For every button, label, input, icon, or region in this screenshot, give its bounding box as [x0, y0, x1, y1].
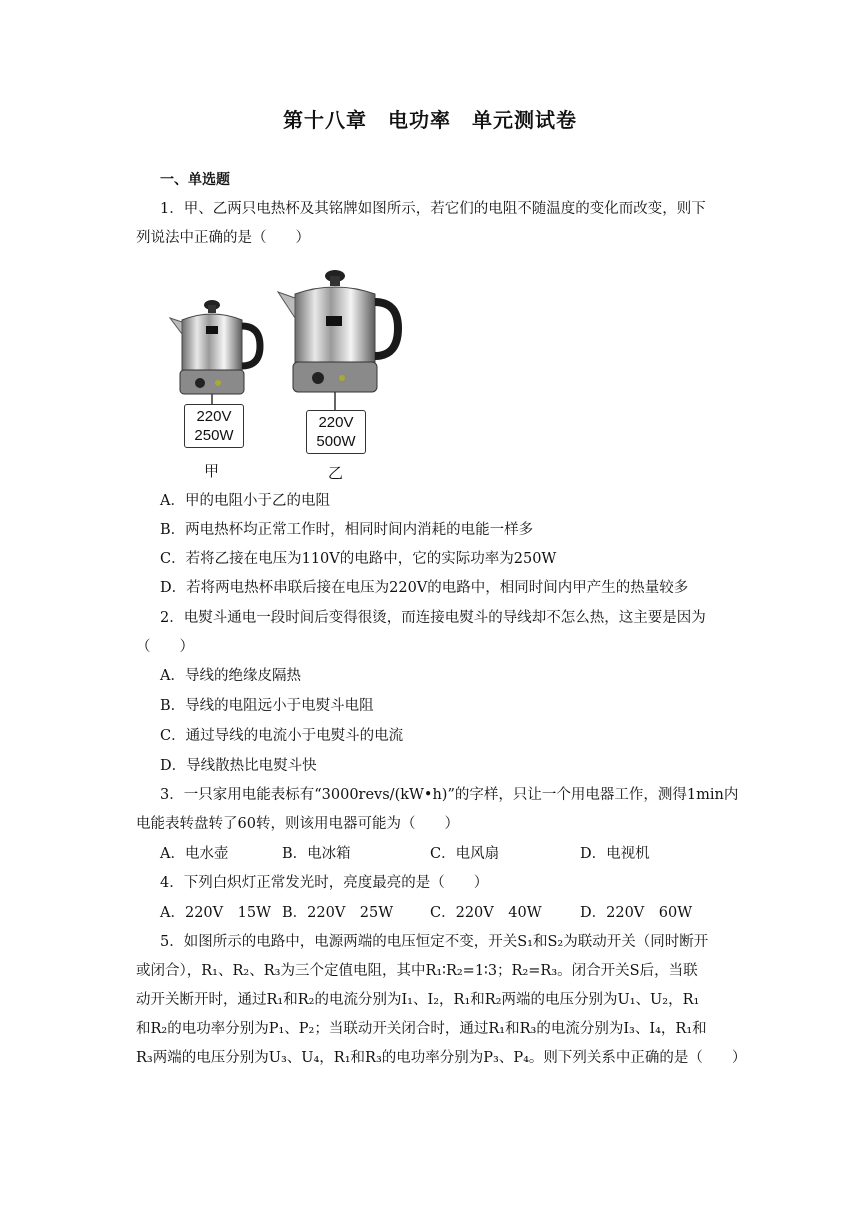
q4-option-c: C．220V 40W: [430, 905, 542, 921]
q2-option-a: A．导线的绝缘皮隔热: [160, 668, 301, 684]
caption-right: 乙: [328, 464, 344, 482]
nameplate-right: [306, 410, 366, 454]
caption-left: 甲: [204, 462, 220, 480]
nameplate-left-power: 250W: [194, 427, 234, 444]
kettle-right-icon: [278, 270, 398, 392]
q1-figure-kettles: [160, 262, 420, 484]
q2-option-b: B．导线的电阻远小于电熨斗电阻: [160, 698, 374, 714]
q3-option-c: C．电风扇: [430, 846, 500, 862]
q3-option-d: D．电视机: [580, 846, 650, 862]
section-heading: 一、单选题: [160, 172, 230, 188]
nameplate-right-voltage: 220V: [318, 414, 354, 431]
q2-stem-line2: （ ）: [136, 639, 194, 655]
q5-stem-line1: 5．如图所示的电路中，电源两端的电压恒定不变，开关S₁和S₂为联动开关（同时断开: [160, 934, 709, 950]
q3-stem-line2: 电能表转盘转了60转，则该用电器可能为（ ）: [136, 816, 459, 832]
q4-stem-line1: 4．下列白炽灯正常发光时，亮度最亮的是（ ）: [160, 875, 489, 891]
page-title: 第十八章 电功率 单元测试卷: [283, 108, 577, 132]
q1-option-b: B．两电热杯均正常工作时，相同时间内消耗的电能一样多: [160, 522, 534, 538]
nameplate-left: [184, 404, 244, 448]
q1-option-a: A．甲的电阻小于乙的电阻: [160, 493, 330, 509]
q4-option-b: B．220V 25W: [282, 905, 394, 921]
q1-stem-line2: 列说法中正确的是（ ）: [136, 230, 310, 246]
q5-stem-line5: R₃两端的电压分别为U₃、U₄，R₁和R₃的电功率分别为P₃、P₄。则下列关系中正确的是（ ）: [136, 1050, 747, 1066]
q5-stem-line3: 动开关断开时，通过R₁和R₂的电流分别为I₁、I₂，R₁和R₂两端的电压分别为U₁、U₂，R₁: [136, 992, 700, 1008]
q1-option-c: C．若将乙接在电压为110V的电路中，它的实际功率为250W: [160, 551, 557, 567]
q4-option-d: D．220V 60W: [580, 905, 693, 921]
q2-option-d: D．导线散热比电熨斗快: [160, 758, 317, 774]
q3-option-b: B．电冰箱: [282, 846, 351, 862]
q3-option-a: A．电水壶: [160, 846, 229, 862]
kettles-illustration: [160, 262, 420, 484]
q3-stem-line1: 3．一只家用电能表标有“3000revs/(kW•h)”的字样，只让一个用电器工作，测得1min内: [160, 787, 739, 803]
q1-stem-line1: 1．甲、乙两只电热杯及其铭牌如图所示，若它们的电阻不随温度的变化而改变，则下: [160, 201, 706, 217]
q5-stem-line4: 和R₂的电功率分别为P₁、P₂；当联动开关闭合时，通过R₁和R₃的电流分别为I₃、I₄，R₁和: [136, 1021, 707, 1037]
kettle-left-icon: [170, 300, 260, 394]
nameplate-left-voltage: 220V: [196, 408, 232, 425]
q2-stem-line1: 2．电熨斗通电一段时间后变得很烫，而连接电熨斗的导线却不怎么热，这主要是因为: [160, 610, 706, 626]
nameplate-right-power: 500W: [316, 433, 356, 450]
q2-option-c: C．通过导线的电流小于电熨斗的电流: [160, 728, 404, 744]
q5-stem-line2: 或闭合），R₁、R₂、R₃为三个定值电阻，其中R₁∶R₂=1∶3；R₂=R₃。闭合开关S后，当联: [136, 963, 698, 979]
q1-option-d: D．若将两电热杯串联后接在电压为220V的电路中，相同时间内甲产生的热量较多: [160, 580, 689, 596]
q4-option-a: A．220V 15W: [160, 905, 271, 921]
